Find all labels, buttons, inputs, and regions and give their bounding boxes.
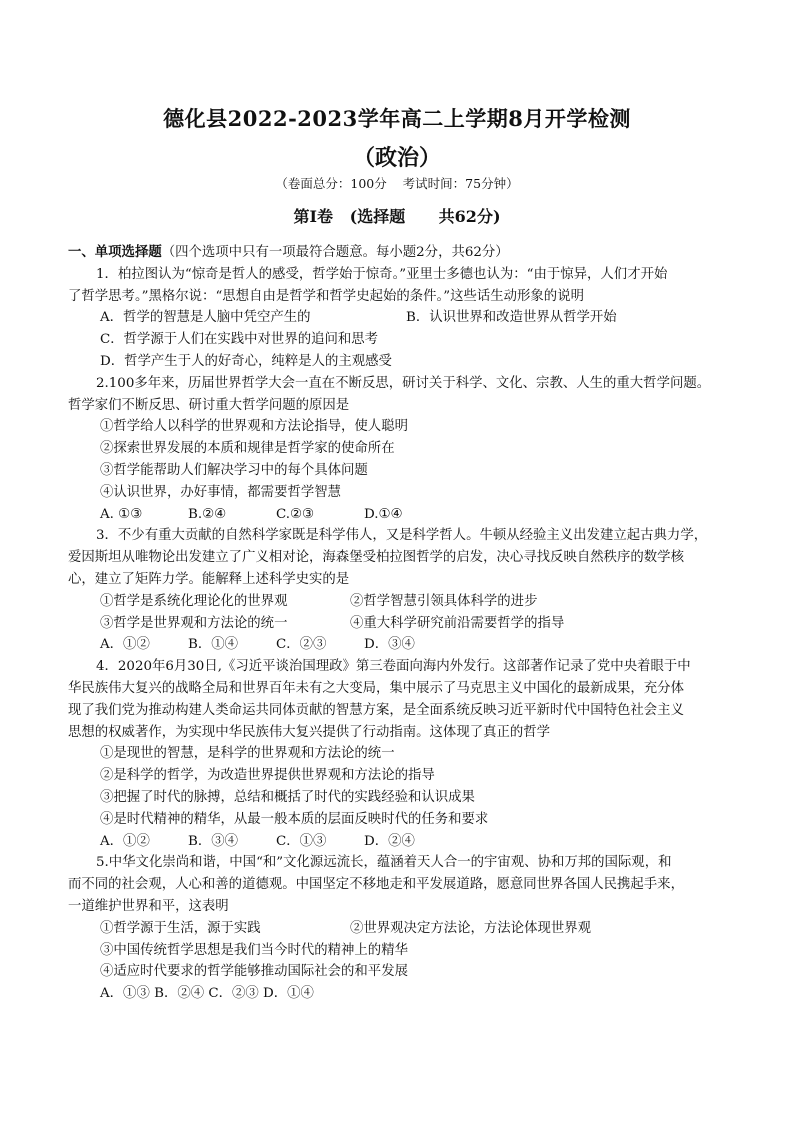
q1-stem-line2: 了哲学思考。”黑格尔说：“思想自由是哲学和哲学史起始的条件。”这些话生动形象的说明: [68, 288, 584, 304]
q3-option-d: D．③④: [364, 637, 415, 653]
q3-statement-4: ④重大科学研究前沿需要哲学的指导: [350, 615, 565, 631]
q4-stem-line2: 华民族伟大复兴的战略全局和世界百年未有之大变局，集中展示了马克思主义中国化的最新成果，充分体: [68, 680, 684, 696]
q4-stem-line3: 现了我们党为推动构建人类命运共同体贡献的智慧方案，是全面系统反映习近平新时代中国特色社会主义: [68, 702, 684, 718]
q1-option-c: C．哲学源于人们在实践中对世界的追问和思考: [100, 332, 379, 348]
q3-stem-line3: 心，建立了矩阵力学。能解释上述科学史实的是: [68, 571, 350, 587]
q1-option-a: A．哲学的智慧是人脑中凭空产生的: [100, 310, 311, 326]
q2-statement-2: ②探索世界发展的本质和规律是哲学家的使命所在: [100, 441, 395, 457]
section-instruction: （四个选项中只有一项最符合题意。每小题2分，共62分）: [161, 245, 509, 260]
q4-statement-4: ④是时代精神的精华，从最一般本质的层面反映时代的任务和要求: [100, 811, 489, 827]
q2-option-a: A. ①③: [100, 506, 143, 522]
q5-statement-2: ②世界观决定方法论，方法论体现世界观: [350, 920, 592, 936]
q5-stem-line2: 而不同的社会观，人心和善的道德观。中国坚定不移地走和平发展道路，愿意同世界各国人民携起手来，: [68, 877, 684, 893]
q4-statement-1: ①是现世的智慧，是科学的世界观和方法论的统一: [100, 746, 395, 762]
q4-statement-3: ③把握了时代的脉搏，总结和概括了时代的实践经验和认识成果: [100, 789, 475, 805]
q2-stem-line1: 2.100多年来，历届世界哲学大会一直在不断反思，研讨关于科学、文化、宗教、人生的重大哲学问题。: [96, 375, 711, 391]
q2-option-b: B.②④: [188, 506, 227, 522]
q2-statement-4: ④认识世界，办好事情，都需要哲学智慧: [100, 484, 342, 500]
q3-option-a: A．①②: [100, 637, 150, 653]
q2-stem-line2: 哲学家们不断反思、研讨重大哲学问题的原因是: [68, 397, 350, 413]
q4-option-c: C．①③: [276, 833, 327, 849]
q5-statement-4: ④适应时代要求的哲学能够推动国际社会的和平发展: [100, 964, 408, 980]
q1-option-d: D．哲学产生于人的好奇心，纯粹是人的主观感受: [100, 353, 392, 369]
q2-options: [68, 504, 728, 526]
section-heading: [68, 242, 728, 264]
exam-meta: （卷面总分：100分 考试时间：75分钟）: [275, 176, 519, 191]
q3-option-b: B．①④: [188, 637, 239, 653]
subject-title: （政治）: [352, 145, 441, 171]
q3-options: [68, 634, 728, 656]
q4-option-b: B．③④: [188, 833, 239, 849]
q1-options-ab: [68, 307, 728, 329]
q2-option-c: C.②③: [276, 506, 315, 522]
q2-statement-3: ③哲学能帮助人们解决学习中的每个具体问题: [100, 462, 368, 478]
q4-stem-line4: 思想的权威著作，为实现中华民族伟大复兴提供了行动指南。这体现了真正的哲学: [68, 724, 551, 740]
q3-statement-2: ②哲学智慧引领具体科学的进步: [350, 593, 538, 609]
q3-statements-34: [68, 613, 728, 635]
q3-statement-1: ①哲学是系统化理论化的世界观: [100, 593, 288, 609]
q5-statements-12: [68, 918, 728, 940]
q1-option-b: B．认识世界和改造世界从哲学开始: [406, 310, 617, 326]
q3-statement-3: ③哲学是世界观和方法论的统一: [100, 615, 288, 631]
section-label: 一、单项选择题: [68, 244, 162, 260]
q5-statement-1: ①哲学源于生活，源于实践: [100, 920, 261, 936]
q5-stem-line1: 5.中华文化崇尚和谐，中国“和”文化源远流长，蕴涵着天人合一的宇宙观、协和万邦的国际观，和: [96, 855, 672, 871]
q4-stem-line1: 4．2020年6月30日,《习近平谈治国理政》第三卷面向海内外发行。这部著作记录了党中央着眼于中: [96, 659, 691, 675]
q3-stem-line1: 3．不少有重大贡献的自然科学家既是科学伟人，又是科学哲人。牛顿从经验主义出发建立起古典力学，: [96, 528, 708, 544]
q4-option-d: D．②④: [364, 833, 415, 849]
q1-stem-line1: 1．柏拉图认为“惊奇是哲人的感受，哲学始于惊奇。”亚里士多德也认为：“由于惊异，人们才开始: [96, 266, 668, 282]
exam-title: 德化县2022-2023学年高二上学期8月开学检测: [163, 106, 631, 131]
volume-heading: 第Ⅰ卷 (选择题 共62分): [293, 207, 501, 226]
q4-option-a: A．①②: [100, 833, 150, 849]
q2-statement-1: ①哲学给人以科学的世界观和方法论指导，使人聪明: [100, 419, 408, 435]
q5-stem-line3: 一道维护世界和平，这表明: [68, 898, 229, 914]
q3-option-c: C．②③: [276, 637, 327, 653]
question-list: [68, 242, 728, 1005]
q3-statements-12: [68, 591, 728, 613]
q2-option-d: D.①④: [364, 506, 403, 522]
q4-statement-2: ②是科学的哲学，为改造世界提供世界观和方法论的指导: [100, 768, 435, 784]
q3-stem-line2: 爱因斯坦从唯物论出发建立了广义相对论，海森堡受柏拉图哲学的启发，决心寻找反映自然秩序的数学核: [68, 550, 684, 566]
q5-statement-3: ③中国传统哲学思想是我们当今时代的精神上的精华: [100, 942, 408, 958]
q4-options: [68, 831, 728, 853]
q5-options: A．①③ B．②④ C．②③ D．①④: [100, 986, 314, 1002]
